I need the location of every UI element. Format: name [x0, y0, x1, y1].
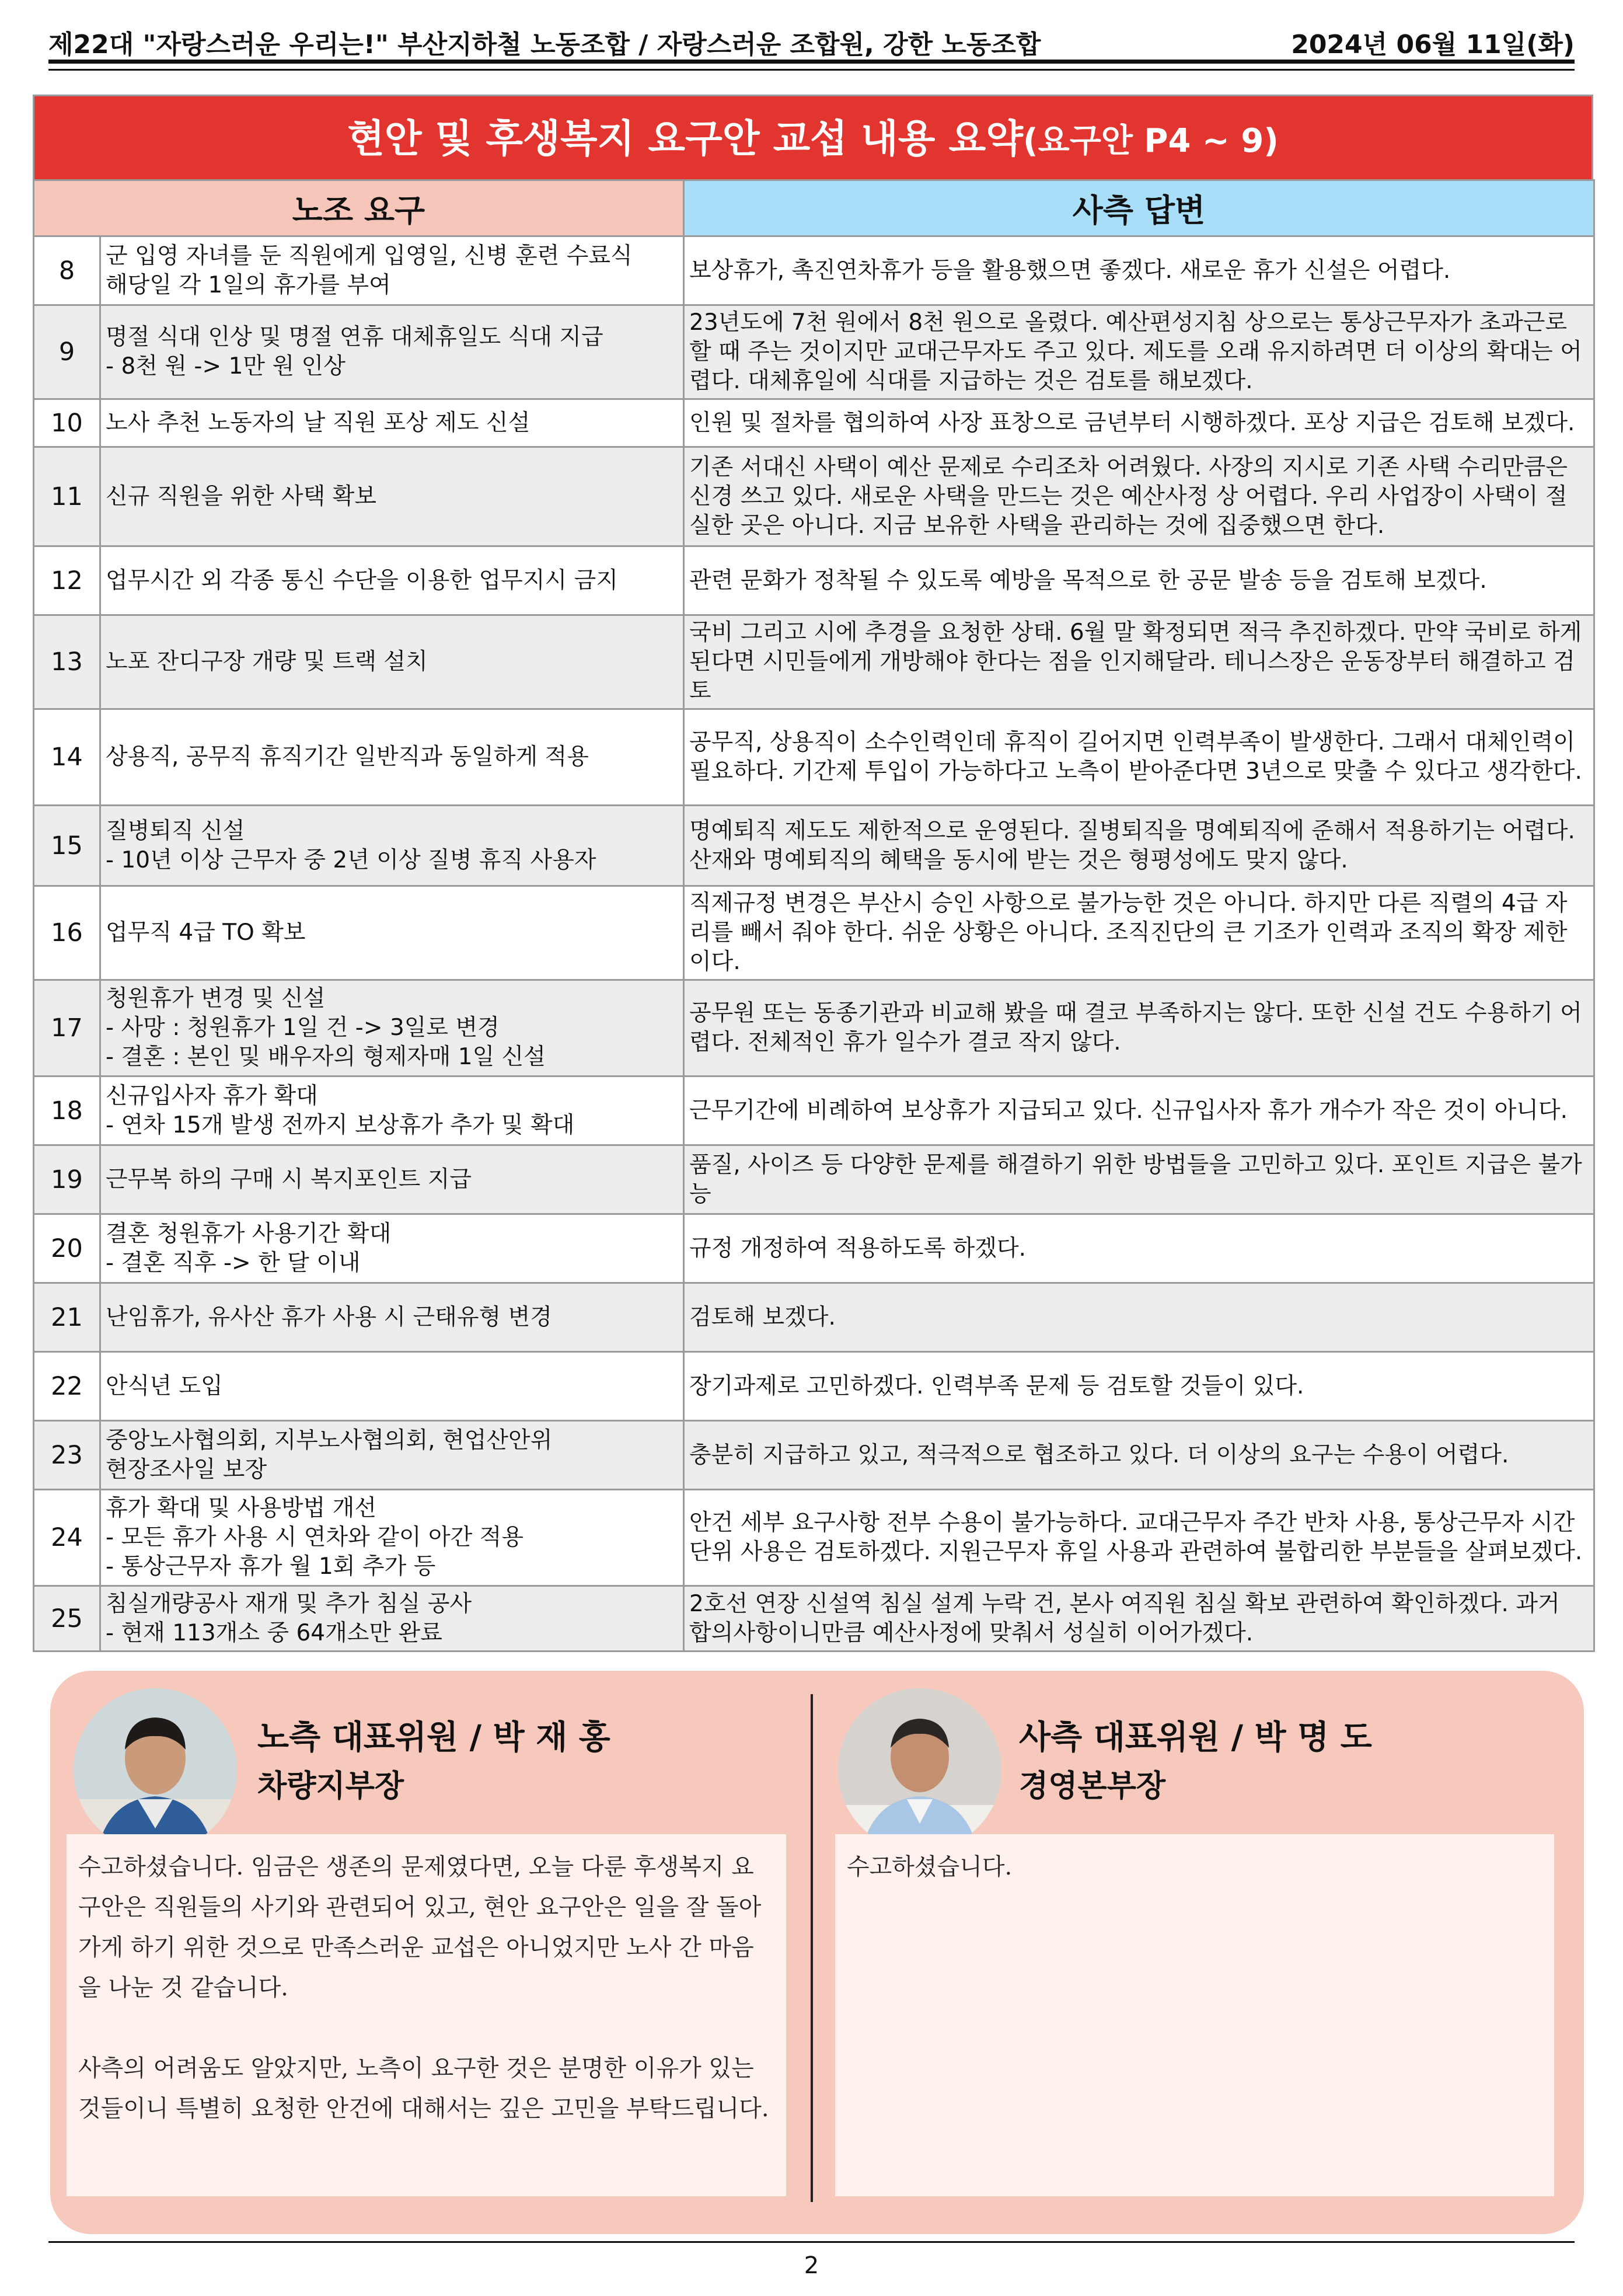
company-rep-paragraph-1: 수고하셨습니다. — [847, 1853, 1013, 1880]
company-rep-portrait-icon — [838, 1688, 1001, 1852]
union-slogan: 제22대 "자랑스러운 우리는!" 부산지하철 노동조합 / 자랑스러운 조합원, 강한 노동조합 — [48, 30, 1041, 60]
table-row — [34, 236, 1594, 305]
company-answer-header: 사측 답변 — [684, 180, 1594, 236]
union-rep-portrait-icon — [74, 1688, 237, 1852]
table-title-suffix: (요구안 P4 ~ 9) — [1023, 122, 1279, 160]
union-demand-header: 노조 요구 — [34, 180, 684, 236]
table-row — [34, 806, 1594, 886]
row-number: 12 — [34, 546, 100, 615]
row-number: 9 — [34, 305, 100, 399]
union-demand-cell: 상용직, 공무직 휴직기간 일반직과 동일하게 적용 — [100, 709, 684, 806]
union-demand-cell: 노사 추천 노동자의 날 직원 포상 제도 신설 — [100, 399, 684, 447]
union-rep-paragraph-2: 사측의 어려움도 알았지만, 노측이 요구한 것은 분명한 이유가 있는 것들이니 특별히 요청한 안건에 대해서는 깊은 고민을 부탁드립니다. — [78, 2055, 769, 2122]
row-number: 23 — [34, 1421, 100, 1490]
table-row — [34, 1352, 1594, 1421]
row-number: 10 — [34, 399, 100, 447]
union-rep-position: 차량지부장 — [257, 1769, 404, 1804]
row-number: 21 — [34, 1283, 100, 1352]
company-rep-comment — [835, 1834, 1554, 2196]
union-demand-cell: 청원휴가 변경 및 신설 - 사망 : 청원휴가 1일 건 -> 3일로 변경 - 결혼 : 본인 및 배우자의 형제자매 1일 신설 — [100, 980, 684, 1076]
company-answer-cell: 기존 서대신 사택이 예산 문제로 수리조차 어려웠다. 사장의 지시로 기존 사택 수리만큼은 신경 쓰고 있다. 새로운 사택을 만드는 것은 예산사정 상 어렵다. 우리 사업장이 사택이 절실한 곳은 아니다. 지금 보유한 사택을 관리하는 것에 집중했으면 한다. — [684, 447, 1594, 546]
row-number: 22 — [34, 1352, 100, 1421]
company-answer-cell: 근무기간에 비례하여 보상휴가 지급되고 있다. 신규입사자 휴가 개수가 작은 것이 아니다. — [684, 1076, 1594, 1145]
union-demand-cell: 신규 직원을 위한 사택 확보 — [100, 447, 684, 546]
row-number: 8 — [34, 236, 100, 305]
company-answer-cell: 안건 세부 요구사항 전부 수용이 불가능하다. 교대근무자 주간 반차 사용, 통상근무자 시간 단위 사용은 검토하겠다. 지원근무자 휴일 사용과 관련하여 불합리한 부분들을 살펴보겠다. — [684, 1490, 1594, 1586]
table-row — [34, 886, 1594, 980]
company-answer-cell: 장기과제로 고민하겠다. 인력부족 문제 등 검토할 것들이 있다. — [684, 1352, 1594, 1421]
company-answer-cell: 공무직, 상용직이 소수인력인데 휴직이 길어지면 인력부족이 발생한다. 그래서 대체인력이 필요하다. 기간제 투입이 가능하다고 노측이 받아준다면 3년으로 맞출 수 있다고 생각한다. — [684, 709, 1594, 806]
union-rep-photo — [74, 1688, 237, 1852]
company-answer-cell: 직제규정 변경은 부산시 승인 사항으로 불가능한 것은 아니다. 하지만 다른 직렬의 4급 자리를 빼서 줘야 한다. 쉬운 상황은 아니다. 조직진단의 큰 기조가 인력과 조직의 확장 제한이다. — [684, 886, 1594, 980]
table-row — [34, 1145, 1594, 1214]
table-row — [34, 447, 1594, 546]
union-demand-cell: 난임휴가, 유사산 휴가 사용 시 근태유형 변경 — [100, 1283, 684, 1352]
row-number: 24 — [34, 1490, 100, 1586]
row-number: 20 — [34, 1214, 100, 1283]
row-number: 11 — [34, 447, 100, 546]
table-row — [34, 1490, 1594, 1586]
union-demand-cell: 휴가 확대 및 사용방법 개선 - 모든 휴가 사용 시 연차와 같이 아간 적용 - 통상근무자 휴가 월 1회 추가 등 — [100, 1490, 684, 1586]
company-answer-cell: 명예퇴직 제도도 제한적으로 운영된다. 질병퇴직을 명예퇴직에 준해서 적용하기는 어렵다. 산재와 명예퇴직의 혜택을 동시에 받는 것은 형평성에도 맞지 않다. — [684, 806, 1594, 886]
company-rep-title: 사측 대표위원 / 박 명 도 — [1019, 1719, 1372, 1757]
row-number: 16 — [34, 886, 100, 980]
union-rep-comment — [67, 1834, 786, 2196]
table-body — [34, 236, 1594, 1652]
page-header — [48, 13, 1575, 65]
table-row — [34, 1076, 1594, 1145]
company-answer-cell: 규정 개정하여 적용하도록 하겠다. — [684, 1214, 1594, 1283]
table-row — [34, 980, 1594, 1076]
union-demand-cell: 군 입영 자녀를 둔 직원에게 입영일, 신병 훈련 수료식 해당일 각 1일의 휴가를 부여 — [100, 236, 684, 305]
company-answer-cell: 2호선 연장 신설역 침실 설계 누락 건, 본사 여직원 침실 확보 관련하여 확인하겠다. 과거 합의사항이니만큼 예산사정에 맞춰서 성실히 이어가겠다. — [684, 1586, 1594, 1652]
table-title-text: 현안 및 후생복지 요구안 교섭 내용 요약 — [347, 116, 1024, 161]
company-answer-cell: 충분히 지급하고 있고, 적극적으로 협조하고 있다. 더 이상의 요구는 수용이 어렵다. — [684, 1421, 1594, 1490]
table-row — [34, 1586, 1594, 1652]
company-rep-photo — [838, 1688, 1001, 1852]
panel-divider — [811, 1694, 813, 2202]
union-demand-cell: 신규입사자 휴가 확대 - 연차 15개 발생 전까지 보상휴가 추가 및 확대 — [100, 1076, 684, 1145]
table-row — [34, 399, 1594, 447]
row-number: 17 — [34, 980, 100, 1076]
union-rep-title: 노측 대표위원 / 박 재 홍 — [257, 1719, 610, 1757]
issue-date: 2024년 06월 11일(화) — [1291, 30, 1575, 60]
table-row — [34, 546, 1594, 615]
table-row — [34, 1214, 1594, 1283]
row-number: 19 — [34, 1145, 100, 1214]
company-answer-cell: 관련 문화가 정착될 수 있도록 예방을 목적으로 한 공문 발송 등을 검토해 보겠다. — [684, 546, 1594, 615]
union-demand-cell: 업무시간 외 각종 통신 수단을 이용한 업무지시 금지 — [100, 546, 684, 615]
footer-rule — [48, 2241, 1575, 2243]
company-answer-cell: 보상휴가, 촉진연차휴가 등을 활용했으면 좋겠다. 새로운 휴가 신설은 어렵다. — [684, 236, 1594, 305]
header-rule-thick — [48, 60, 1575, 64]
company-answer-cell: 공무원 또는 동종기관과 비교해 봤을 때 결코 부족하지는 않다. 또한 신설 건도 수용하기 어렵다. 전체적인 휴가 일수가 결코 작지 않다. — [684, 980, 1594, 1076]
page-number: 2 — [804, 2252, 819, 2279]
row-number: 15 — [34, 806, 100, 886]
row-number: 25 — [34, 1586, 100, 1652]
table-row — [34, 305, 1594, 399]
union-demand-cell: 노포 잔디구장 개량 및 트랙 설치 — [100, 615, 684, 709]
representatives-panel — [50, 1671, 1584, 2234]
company-rep-position: 경영본부장 — [1019, 1769, 1166, 1804]
union-demand-cell: 업무직 4급 TO 확보 — [100, 886, 684, 980]
company-answer-cell: 23년도에 7천 원에서 8천 원으로 올렸다. 예산편성지침 상으로는 통상근무자가 초과근로할 때 주는 것이지만 교대근무자도 주고 있다. 제도를 오래 유지하려면 더 이상의 확대는 어렵다. 대체휴일에 식대를 지급하는 것은 검토를 해보겠다. — [684, 305, 1594, 399]
row-number: 18 — [34, 1076, 100, 1145]
union-demand-cell: 중앙노사협의회, 지부노사협의회, 현업산안위 현장조사일 보장 — [100, 1421, 684, 1490]
table-row — [34, 1283, 1594, 1352]
company-answer-cell: 국비 그리고 시에 추경을 요청한 상태. 6월 말 확정되면 적극 추진하겠다. 만약 국비로 하게 된다면 시민들에게 개방해야 한다는 점을 인지해달라. 테니스장은 운동장부터 해결하고 검토 — [684, 615, 1594, 709]
table-header-row — [34, 180, 1594, 236]
table-row — [34, 615, 1594, 709]
row-number: 14 — [34, 709, 100, 806]
union-demand-cell: 근무복 하의 구매 시 복지포인트 지급 — [100, 1145, 684, 1214]
company-answer-cell: 검토해 보겠다. — [684, 1283, 1594, 1352]
header-rule-thin — [48, 69, 1575, 71]
negotiation-summary-table — [33, 95, 1593, 1652]
summary-table — [33, 179, 1595, 1652]
union-demand-cell: 명절 식대 인상 및 명절 연휴 대체휴일도 식대 지급 - 8천 원 -> 1만 원 인상 — [100, 305, 684, 399]
union-demand-cell: 결혼 청원휴가 사용기간 확대 - 결혼 직후 -> 한 달 이내 — [100, 1214, 684, 1283]
company-answer-cell: 인원 및 절차를 협의하여 사장 표창으로 금년부터 시행하겠다. 포상 지급은 검토해 보겠다. — [684, 399, 1594, 447]
union-rep-paragraph-1: 수고하셨습니다. 임금은 생존의 문제였다면, 오늘 다룬 후생복지 요구안은 직원들의 사기와 관련되어 있고, 현안 요구안은 일을 잘 돌아가게 하기 위한 것으로 만족스러운 교섭은 아니었지만 노사 간 마음을 나눈 것 같습니다. — [78, 1853, 762, 2001]
table-row — [34, 1421, 1594, 1490]
company-answer-cell: 품질, 사이즈 등 다양한 문제를 해결하기 위한 방법들을 고민하고 있다. 포인트 지급은 불가능 — [684, 1145, 1594, 1214]
union-demand-cell: 질병퇴직 신설 - 10년 이상 근무자 중 2년 이상 질병 휴직 사용자 — [100, 806, 684, 886]
table-row — [34, 709, 1594, 806]
union-demand-cell: 침실개량공사 재개 및 추가 침실 공사 - 현재 113개소 중 64개소만 완료 — [100, 1586, 684, 1652]
union-demand-cell: 안식년 도입 — [100, 1352, 684, 1421]
row-number: 13 — [34, 615, 100, 709]
table-title — [33, 95, 1593, 179]
